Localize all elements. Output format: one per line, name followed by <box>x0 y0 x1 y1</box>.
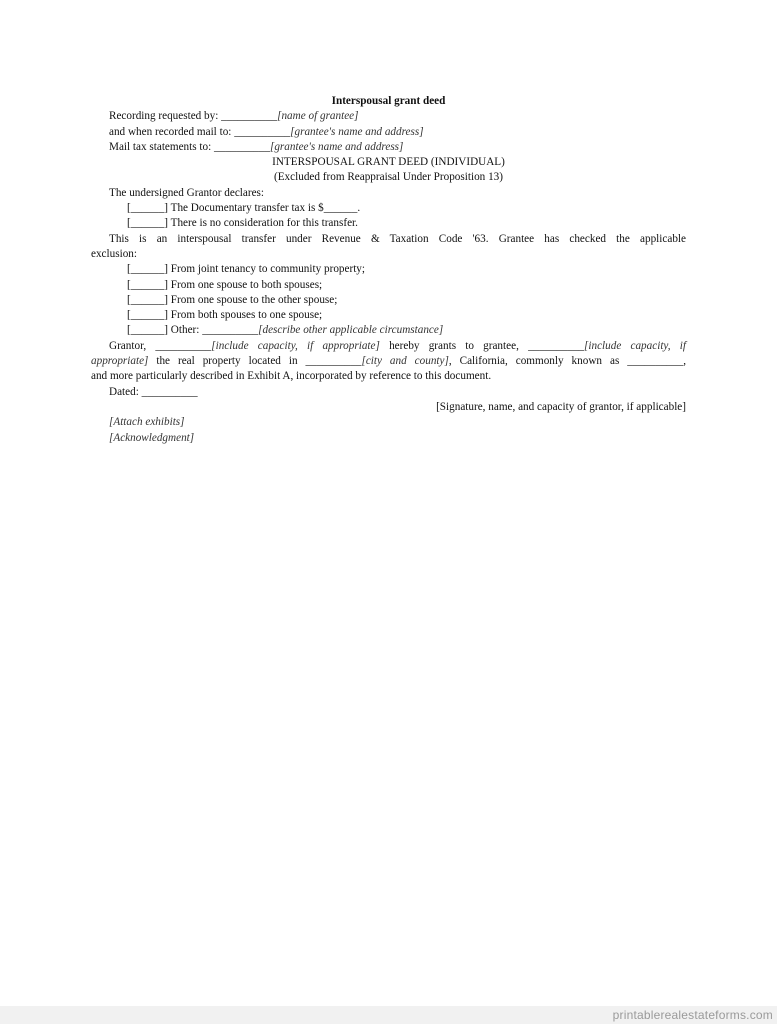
grant-paragraph-line3: and more particularly described in Exhibit A, incorporated by reference to this document. <box>91 370 492 383</box>
grant-text: , California, commonly known as __________, <box>448 355 686 368</box>
grant-placeholder: [include capacity, if <box>584 339 686 352</box>
signature-line: [Signature, name, and capacity of grantor, if applicable] <box>436 400 686 413</box>
exclusion-item: [______] From both spouses to one spouse; <box>127 309 323 322</box>
tax-statements-line <box>91 140 686 155</box>
watermark-url: printablerealestateforms.com <box>612 1008 773 1022</box>
grant-paragraph-line1 <box>91 339 686 354</box>
grant-placeholder: appropriate] <box>91 355 149 368</box>
document-title: Interspousal grant deed <box>331 95 446 107</box>
grant-placeholder: [include capacity, if appropriate] <box>211 339 380 352</box>
mail-to-placeholder: [grantee's name and address] <box>290 125 424 138</box>
footer-bar <box>0 1006 777 1024</box>
tax-statements-placeholder: [grantee's name and address] <box>269 140 404 153</box>
deed-document <box>91 94 686 446</box>
tax-statements-label: Mail tax statements to: __________ <box>109 140 270 153</box>
exclusion-item: [______] From one spouse to the other spouse; <box>127 293 338 306</box>
grant-placeholder: [city and county] <box>361 355 449 368</box>
mail-to-label: and when recorded mail to: __________ <box>109 125 291 138</box>
recording-requested-placeholder: [name of grantee] <box>277 110 359 123</box>
other-label: [______] Other: __________ <box>127 324 259 337</box>
grantor-declares: The undersigned Grantor declares: <box>109 186 265 199</box>
recording-requested-line <box>91 109 686 124</box>
mail-to-line <box>91 125 686 140</box>
other-placeholder: [describe other applicable circumstance] <box>258 324 444 337</box>
recording-requested-label: Recording requested by: __________ <box>109 110 278 123</box>
transfer-tax-item: [______] The Documentary transfer tax is $______. <box>127 202 361 215</box>
attach-exhibits: [Attach exhibits] <box>109 416 185 429</box>
exclusion-item-other <box>91 323 686 338</box>
deed-subheading: (Excluded from Reappraisal Under Proposition 13) <box>274 171 503 184</box>
grant-paragraph-line2 <box>91 354 686 369</box>
exclusion-item: [______] From one spouse to both spouses; <box>127 278 323 291</box>
grant-text: the real property located in __________ <box>148 355 362 368</box>
grant-text: hereby grants to grantee, __________ <box>379 339 585 352</box>
acknowledgment: [Acknowledgment] <box>109 431 195 444</box>
deed-heading: INTERSPOUSAL GRANT DEED (INDIVIDUAL) <box>272 156 505 169</box>
exclusion-paragraph-line2: exclusion: <box>91 247 137 260</box>
exclusion-paragraph-line1: This is an interspousal transfer under Revenue & Taxation Code '63. Grantee has checked the applicable <box>109 232 686 245</box>
no-consideration-item: [______] There is no consideration for this transfer. <box>127 217 358 230</box>
grant-text: Grantor, __________ <box>109 339 212 352</box>
exclusion-item: [______] From joint tenancy to community property; <box>127 263 366 276</box>
dated-line: Dated: __________ <box>109 385 198 398</box>
